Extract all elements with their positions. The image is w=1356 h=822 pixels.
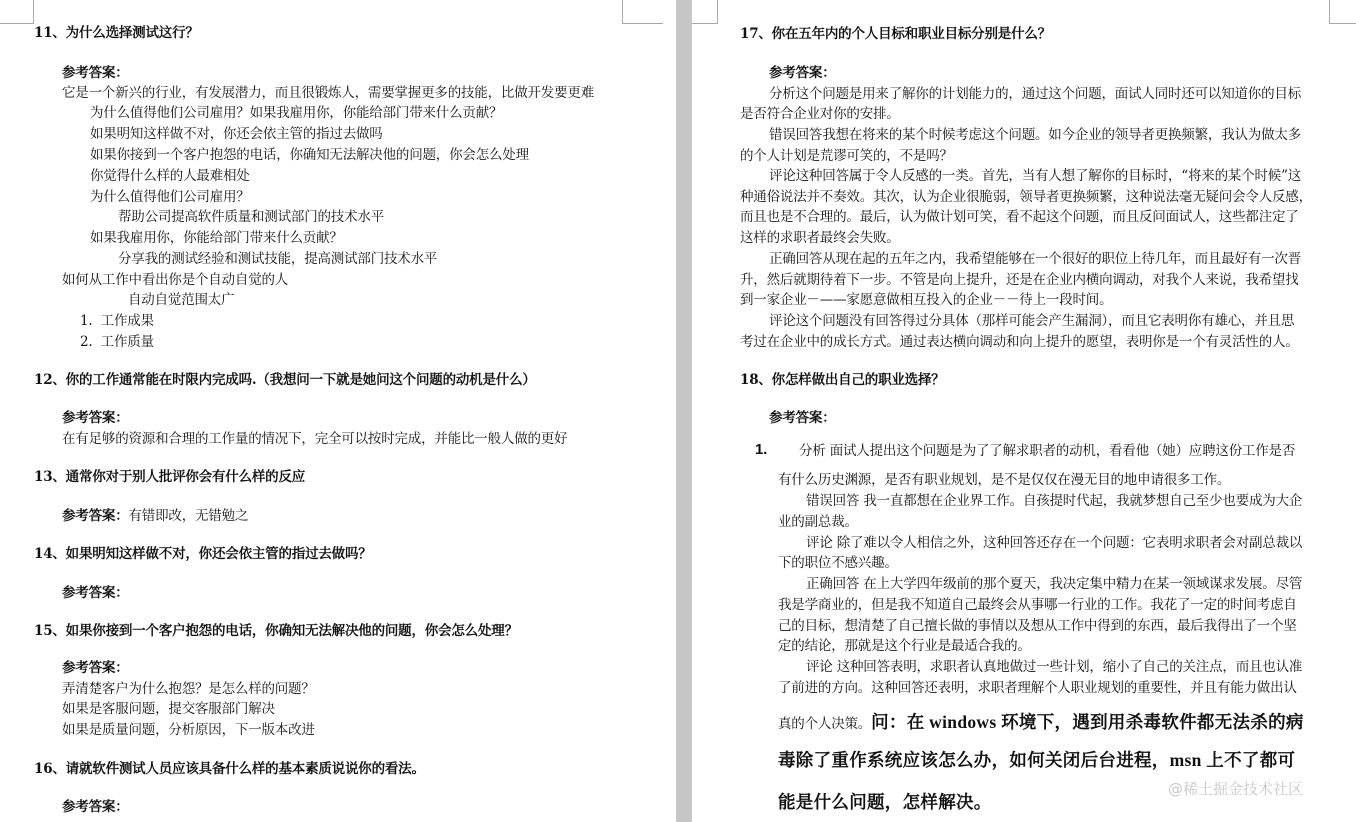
windows-question-line: 能是什么问题，怎样解决。: [778, 792, 992, 812]
answer-line: 评论这种回答属于令人反感的一类。首先，当有人想了解你的目标时，“将来的某个时候”这: [769, 168, 1302, 184]
answer-line: 业的副总裁。: [778, 514, 858, 530]
answer-line: 正确回答 在上大学四年级前的那个夏天，我决定集中精力在某一领域谋求发展。尽管: [806, 576, 1303, 592]
windows-question-line: 问：在 windows 环境下，遇到用杀毒软件都无法杀的病: [871, 712, 1304, 732]
answer-line: 有什么历史渊源，是否有职业规划，是不是仅仅在漫无目的地申请很多工作。: [778, 472, 1231, 488]
answer-line: 为什么值得他们公司雇用？: [90, 189, 250, 205]
answer-line: 分享我的测试经验和测试技能，提高测试部门技术水平: [118, 251, 438, 267]
question-11-title: 11、为什么选择测试这行？: [34, 25, 199, 41]
answer-text: 有错即改，无错勉之: [128, 508, 249, 524]
reference-answer-label: 参考答案：: [62, 585, 129, 601]
list-text: 工作成果: [100, 313, 154, 329]
answer-line: 下的职位不感兴趣。: [778, 555, 898, 571]
answer-line: [778, 710, 1304, 734]
reference-answer-label: 参考答案：: [769, 410, 836, 426]
answer-line: 你觉得什么样的人最难相处: [90, 168, 250, 184]
answer-line: 定的结论，那就是这个行业是最适合我的。: [778, 638, 1031, 654]
answer-line: 帮助公司提高软件质量和测试部门的技术水平: [118, 209, 384, 225]
answer-line: 如果你接到一个客户抱怨的电话，你确知无法解决他的问题，你会怎么处理: [90, 147, 529, 163]
reference-answer-label: 参考答案：: [769, 65, 836, 81]
reference-answer-label: 参考答案：: [62, 799, 129, 815]
answer-line: 它是一个新兴的行业，有发展潜力，而且很锻炼人，需要掌握更多的技能，比做开发要更难: [62, 85, 594, 101]
answer-line: 考过在企业中的成长方式。通过表达横向调动和向上提升的愿望，表明你是一个有灵活性的人。: [740, 334, 1299, 350]
page-corner-mark: [0, 0, 34, 24]
watermark: @稀土掘金技术社区: [1168, 780, 1304, 798]
question-12-title: 12、你的工作通常能在时限内完成吗.（我想问一下就是她问这个问题的动机是什么）: [34, 372, 536, 388]
question-17-title: 17、你在五年内的个人目标和职业目标分别是什么？: [740, 26, 1051, 42]
answer-line: 的个人计划是荒谬可笑的，不是吗？: [740, 148, 953, 164]
answer-line: 到一家企业－——家愿意做相互投入的企业－－待上一段时间。: [740, 292, 1113, 308]
answer-line: 为什么值得他们公司雇用？如果我雇用你，你能给部门带来什么贡献？: [90, 105, 503, 121]
answer-line: 而且也是不合理的。最后，认为做计划可笑，看不起这个问题，而且反问面试人，这些都注定了: [740, 209, 1299, 225]
answer-line: 错误回答 我一直都想在企业界工作。自孩提时代起，我就梦想自己至少也要成为大企: [806, 493, 1303, 509]
answer-line: 如果我雇用你，你能给部门带来什么贡献？: [90, 230, 343, 246]
reference-answer-label: 参考答案：: [62, 65, 129, 81]
answer-line: 自动自觉范围太广: [128, 292, 235, 308]
answer-line: 评论 这种回答表明，求职者认真地做过一些计划，缩小了自己的关注点，而且也认准: [806, 659, 1303, 675]
question-13-title: 13、通常你对于别人批评你会有什么样的反应: [34, 469, 306, 485]
list-number: 1.: [80, 313, 93, 329]
document-page-left: [0, 0, 676, 822]
numbered-list-item: [80, 311, 154, 331]
windows-question-line: 毒除了重作系统应该怎么办，如何关闭后台进程，msn 上不了都可: [778, 750, 1296, 770]
page-corner-mark: [622, 0, 663, 24]
list-number: 2.: [80, 334, 93, 350]
answer-line: 这样的求职者最终会失败。: [740, 230, 900, 246]
list-text: 工作质量: [100, 334, 154, 350]
answer-line: 分析 面试人提出这个问题是为了了解求职者的动机，看看他（她）应聘这份工作是否: [799, 443, 1296, 459]
answer-line: 正确回答从现在起的五年之内，我希望能够在一个很好的职位上待几年，而且最好有一次晋: [769, 251, 1301, 267]
answer-line: 种通俗说法并不奏效。其次，认为企业很脆弱，领导者更换频繁，这种说法毫无疑问会令人反感，: [740, 189, 1312, 205]
question-16-title: 16、请就软件测试人员应该具备什么样的基本素质说说你的看法。: [34, 761, 425, 777]
question-14-title: 14、如果明知这样做不对，你还会依主管的指过去做吗？: [34, 546, 372, 562]
reference-answer-label: 参考答案：: [62, 410, 129, 426]
answer-line: 如果是质量问题，分析原因，下一版本改进: [62, 722, 315, 738]
question-15-title: 15、如果你接到一个客户抱怨的电话，你确知无法解决他的问题，你会怎么处理？: [34, 623, 518, 639]
answer-line: 在有足够的资源和合理的工作量的情况下，完全可以按时完成，并能比一般人做的更好: [62, 431, 568, 447]
answer-line: 评论这个问题没有回答得过分具体（那样可能会产生漏洞），而且它表明你有雄心，并且思: [769, 313, 1295, 329]
numbered-list-item: [80, 332, 154, 352]
answer-line: 错误回答我想在将来的某个时候考虑这个问题。如今企业的领导者更换频繁，我认为做太多: [769, 127, 1301, 143]
page-corner-mark: [1329, 0, 1356, 24]
answer-line: [62, 506, 248, 526]
question-18-title: 18、你怎样做出自己的职业选择？: [740, 372, 945, 388]
list-number: 1.: [755, 441, 768, 458]
answer-line: 如何从工作中看出你是个自动自觉的人: [62, 272, 289, 288]
answer-line: 如果明知这样做不对，你还会依主管的指过去做吗: [90, 126, 383, 142]
answer-line: 如果是客服问题，提交客服部门解决: [62, 701, 275, 717]
document-page-right: [692, 0, 1356, 822]
answer-line: 评论 除了难以令人相信之外，这种回答还存在一个问题：它表明求职者会对副总裁以: [806, 535, 1303, 551]
answer-line: 我是学商业的，但是我不知道自己最终会从事哪一行业的工作。我花了一定的时间考虑自: [778, 597, 1297, 613]
page-corner-mark: [692, 0, 718, 24]
answer-line: 分析这个问题是用来了解你的计划能力的，通过这个问题，面试人同时还可以知道你的目标: [769, 86, 1301, 102]
answer-line: 己的目标，想清楚了自己擅长做的事情以及想从工作中得到的东西，最后我得出了一个坚: [778, 618, 1297, 634]
answer-text: 真的个人决策。: [778, 716, 872, 732]
answer-line: 了前进的方向。这种回答还表明，求职者理解个人职业规划的重要性，并且有能力做出认: [778, 680, 1297, 696]
reference-answer-label: 参考答案：: [62, 508, 129, 524]
answer-line: 是否符合企业对你的安排。: [740, 106, 900, 122]
answer-line: 升，然后就期待着下一步。不管是向上提升，还是在企业内横向调动，对我个人来说，我希望找: [740, 272, 1299, 288]
reference-answer-label: 参考答案：: [62, 660, 129, 676]
answer-line: 弄清楚客户为什么抱怨？是怎么样的问题？: [62, 681, 315, 697]
